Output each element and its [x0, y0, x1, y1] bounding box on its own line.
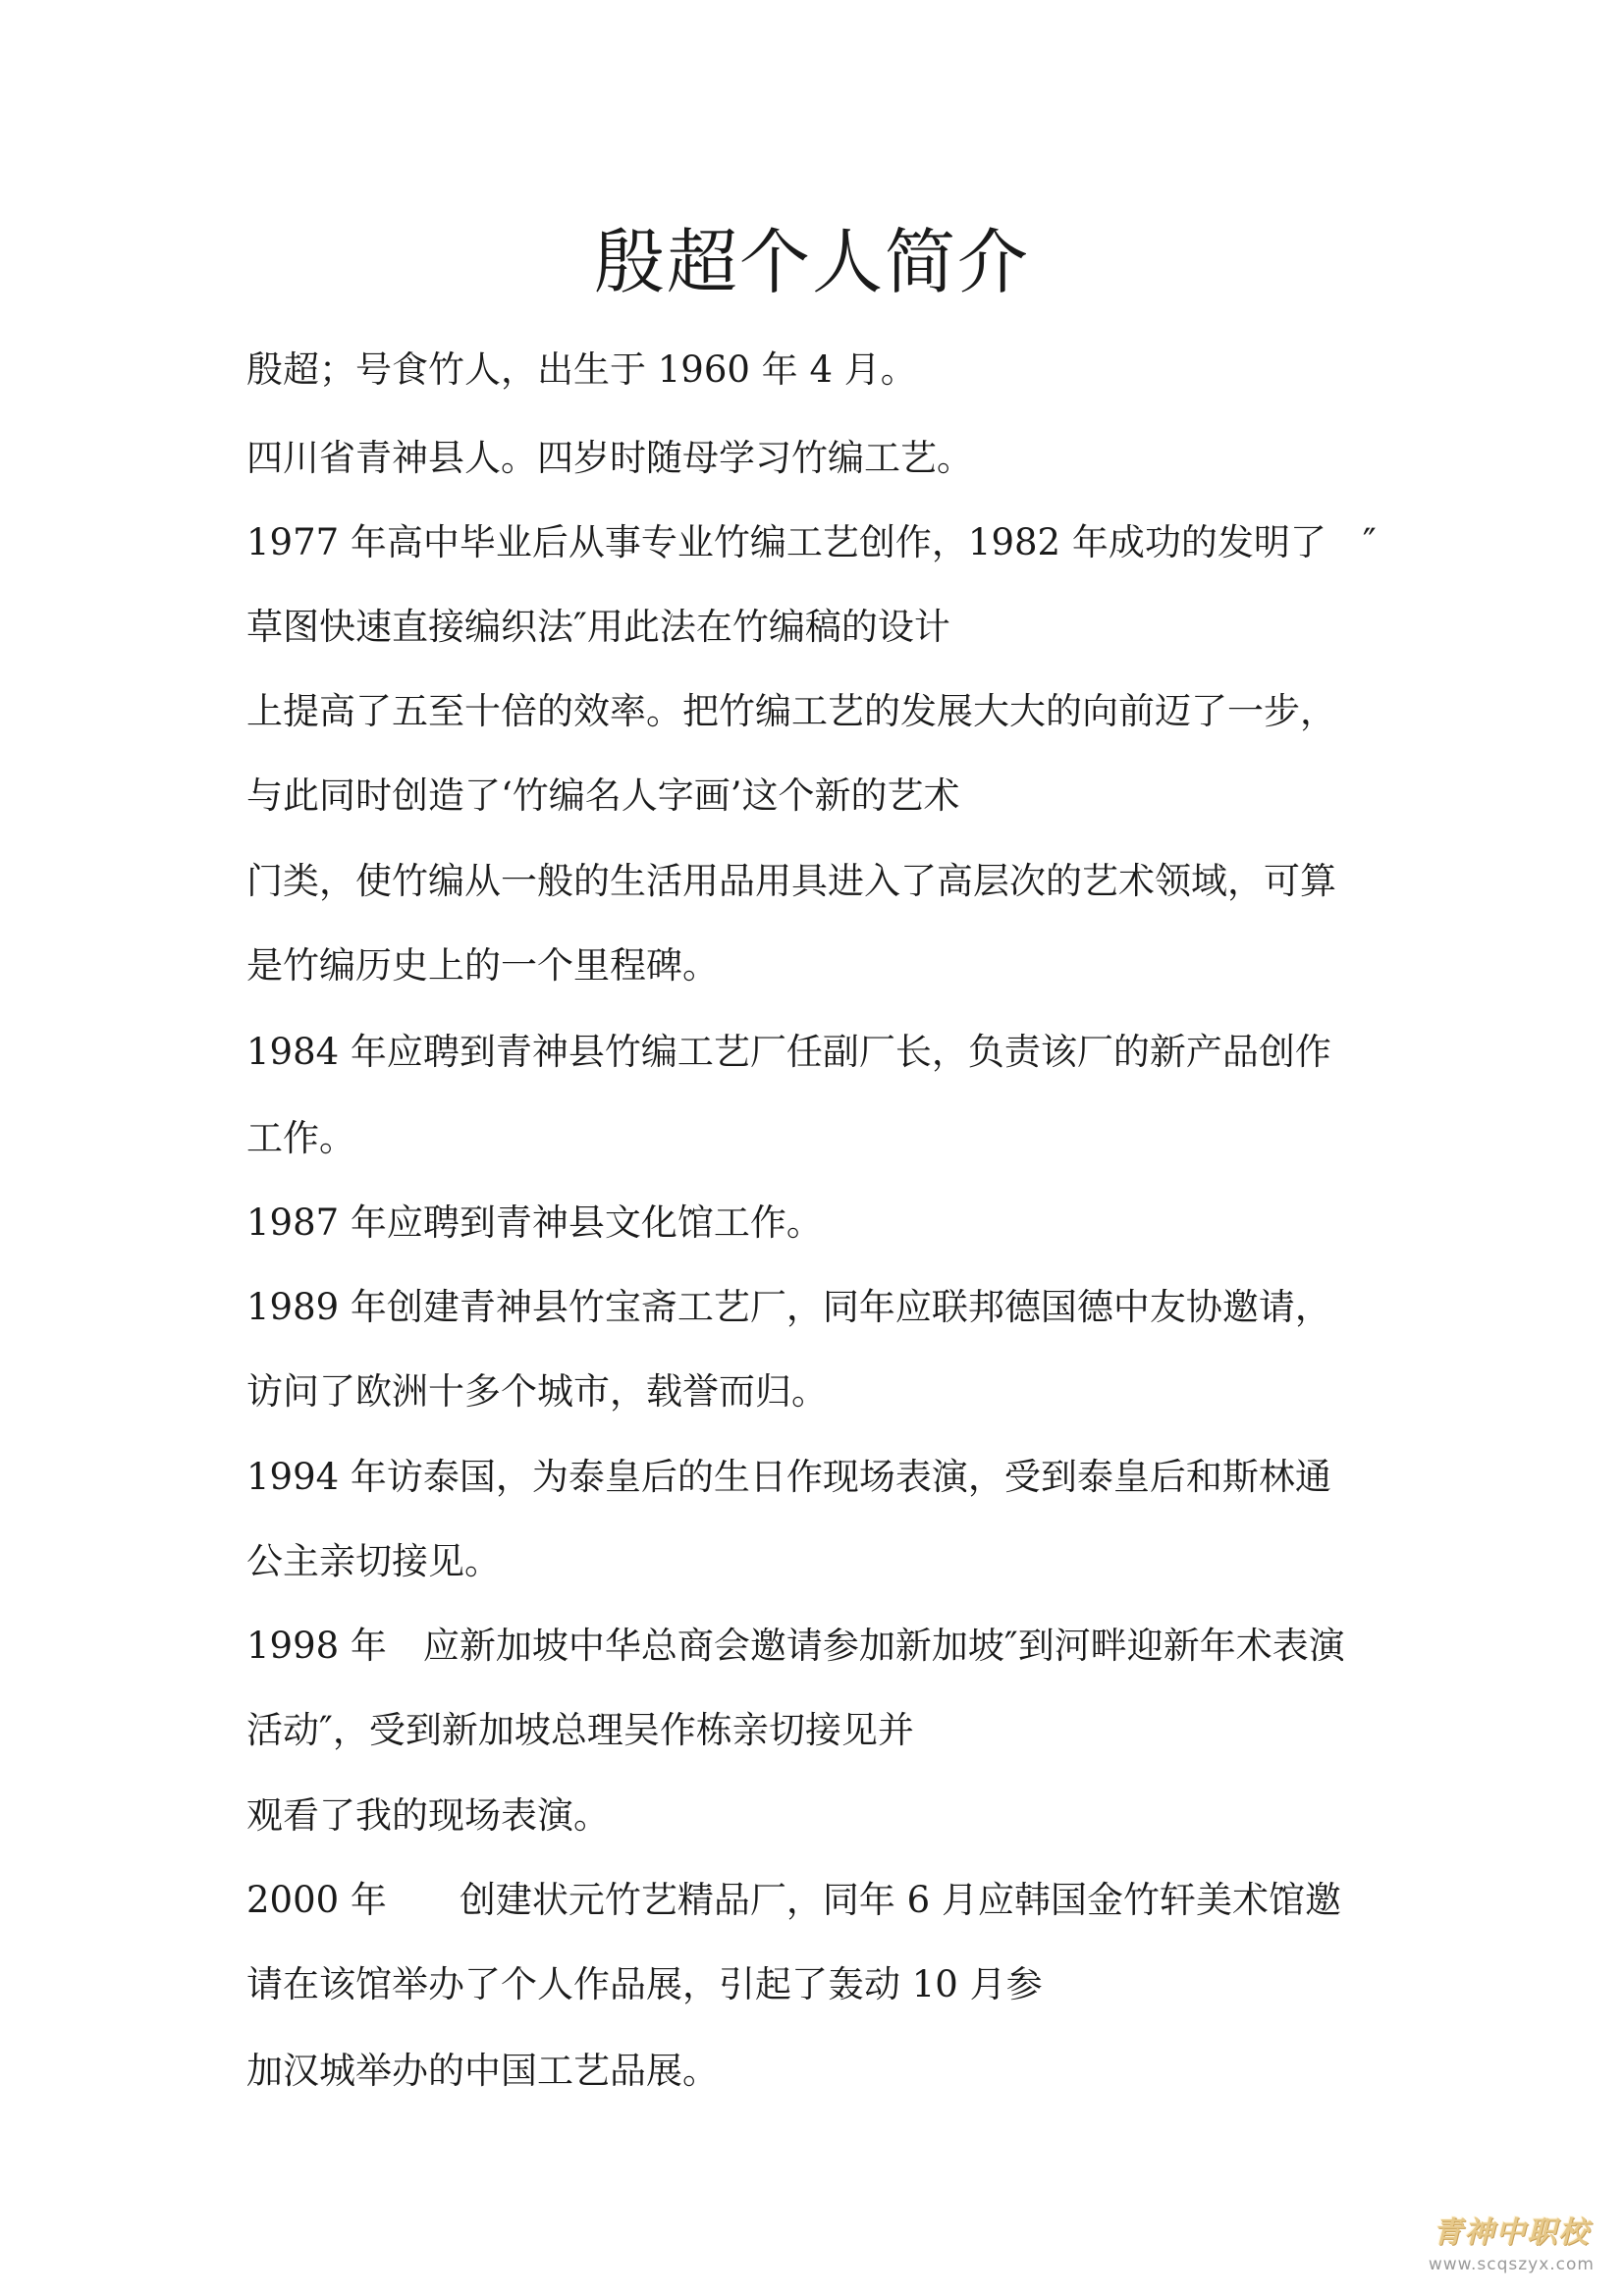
paragraph-line: 公主亲切接见。: [246, 1540, 501, 1582]
paragraph-line: 1984 年应聘到青神县竹编工艺厂任副厂长，负责该厂的新产品创作: [246, 1031, 1331, 1073]
paragraph-line: 请在该馆举办了个人作品展，引起了轰动 10 月参: [246, 1963, 1043, 2005]
paragraph-line: 访问了欧洲十多个城市，载誉而归。: [246, 1370, 828, 1413]
paragraph-line: 1987 年应聘到青神县文化馆工作。: [246, 1201, 823, 1244]
paragraph-line: 殷超；号食竹人，出生于 1960 年 4 月。: [246, 348, 917, 391]
paragraph-line: 门类，使竹编从一般的生活用品用具进入了高层次的艺术领域，可算: [246, 860, 1336, 902]
paragraph-line: 四川省青神县人。四岁时随母学习竹编工艺。: [246, 437, 973, 479]
paragraph-line: 活动″，受到新加坡总理吴作栋亲切接见并: [246, 1709, 914, 1751]
watermark-logo-text: 青神中职校: [1433, 2216, 1591, 2250]
paragraph-line: 1977 年高中毕业后从事专业竹编工艺创作，1982 年成功的发明了 ″: [246, 521, 1377, 563]
paragraph-line: 工作。: [246, 1117, 355, 1159]
paragraph-line: 1998 年 应新加坡中华总商会邀请参加新加坡″到河畔迎新年术表演: [246, 1625, 1345, 1667]
paragraph-line: 1989 年创建青神县竹宝斋工艺厂，同年应联邦德国德中友协邀请，: [246, 1286, 1331, 1328]
page-title: 殷超个人简介: [593, 221, 1030, 303]
paragraph-line: 1994 年访泰国，为泰皇后的生日作现场表演，受到泰皇后和斯林通: [246, 1456, 1331, 1498]
paragraph-line: 2000 年 创建状元竹艺精品厂，同年 6 月应韩国金竹轩美术馆邀: [246, 1879, 1341, 1921]
watermark-url: www.scqszyx.com: [1428, 2255, 1595, 2274]
paragraph-line: 加汉城举办的中国工艺品展。: [246, 2050, 719, 2092]
paragraph-line: 观看了我的现场表演。: [246, 1794, 610, 1837]
paragraph-line: 草图快速直接编织法″用此法在竹编稿的设计: [246, 606, 950, 648]
paragraph-line: 上提高了五至十倍的效率。把竹编工艺的发展大大的向前迈了一步，: [246, 690, 1336, 732]
paragraph-line: 与此同时创造了‘竹编名人字画’这个新的艺术: [246, 774, 960, 817]
site-watermark: [1429, 2208, 1595, 2274]
paragraph-line: 是竹编历史上的一个里程碑。: [246, 944, 719, 987]
